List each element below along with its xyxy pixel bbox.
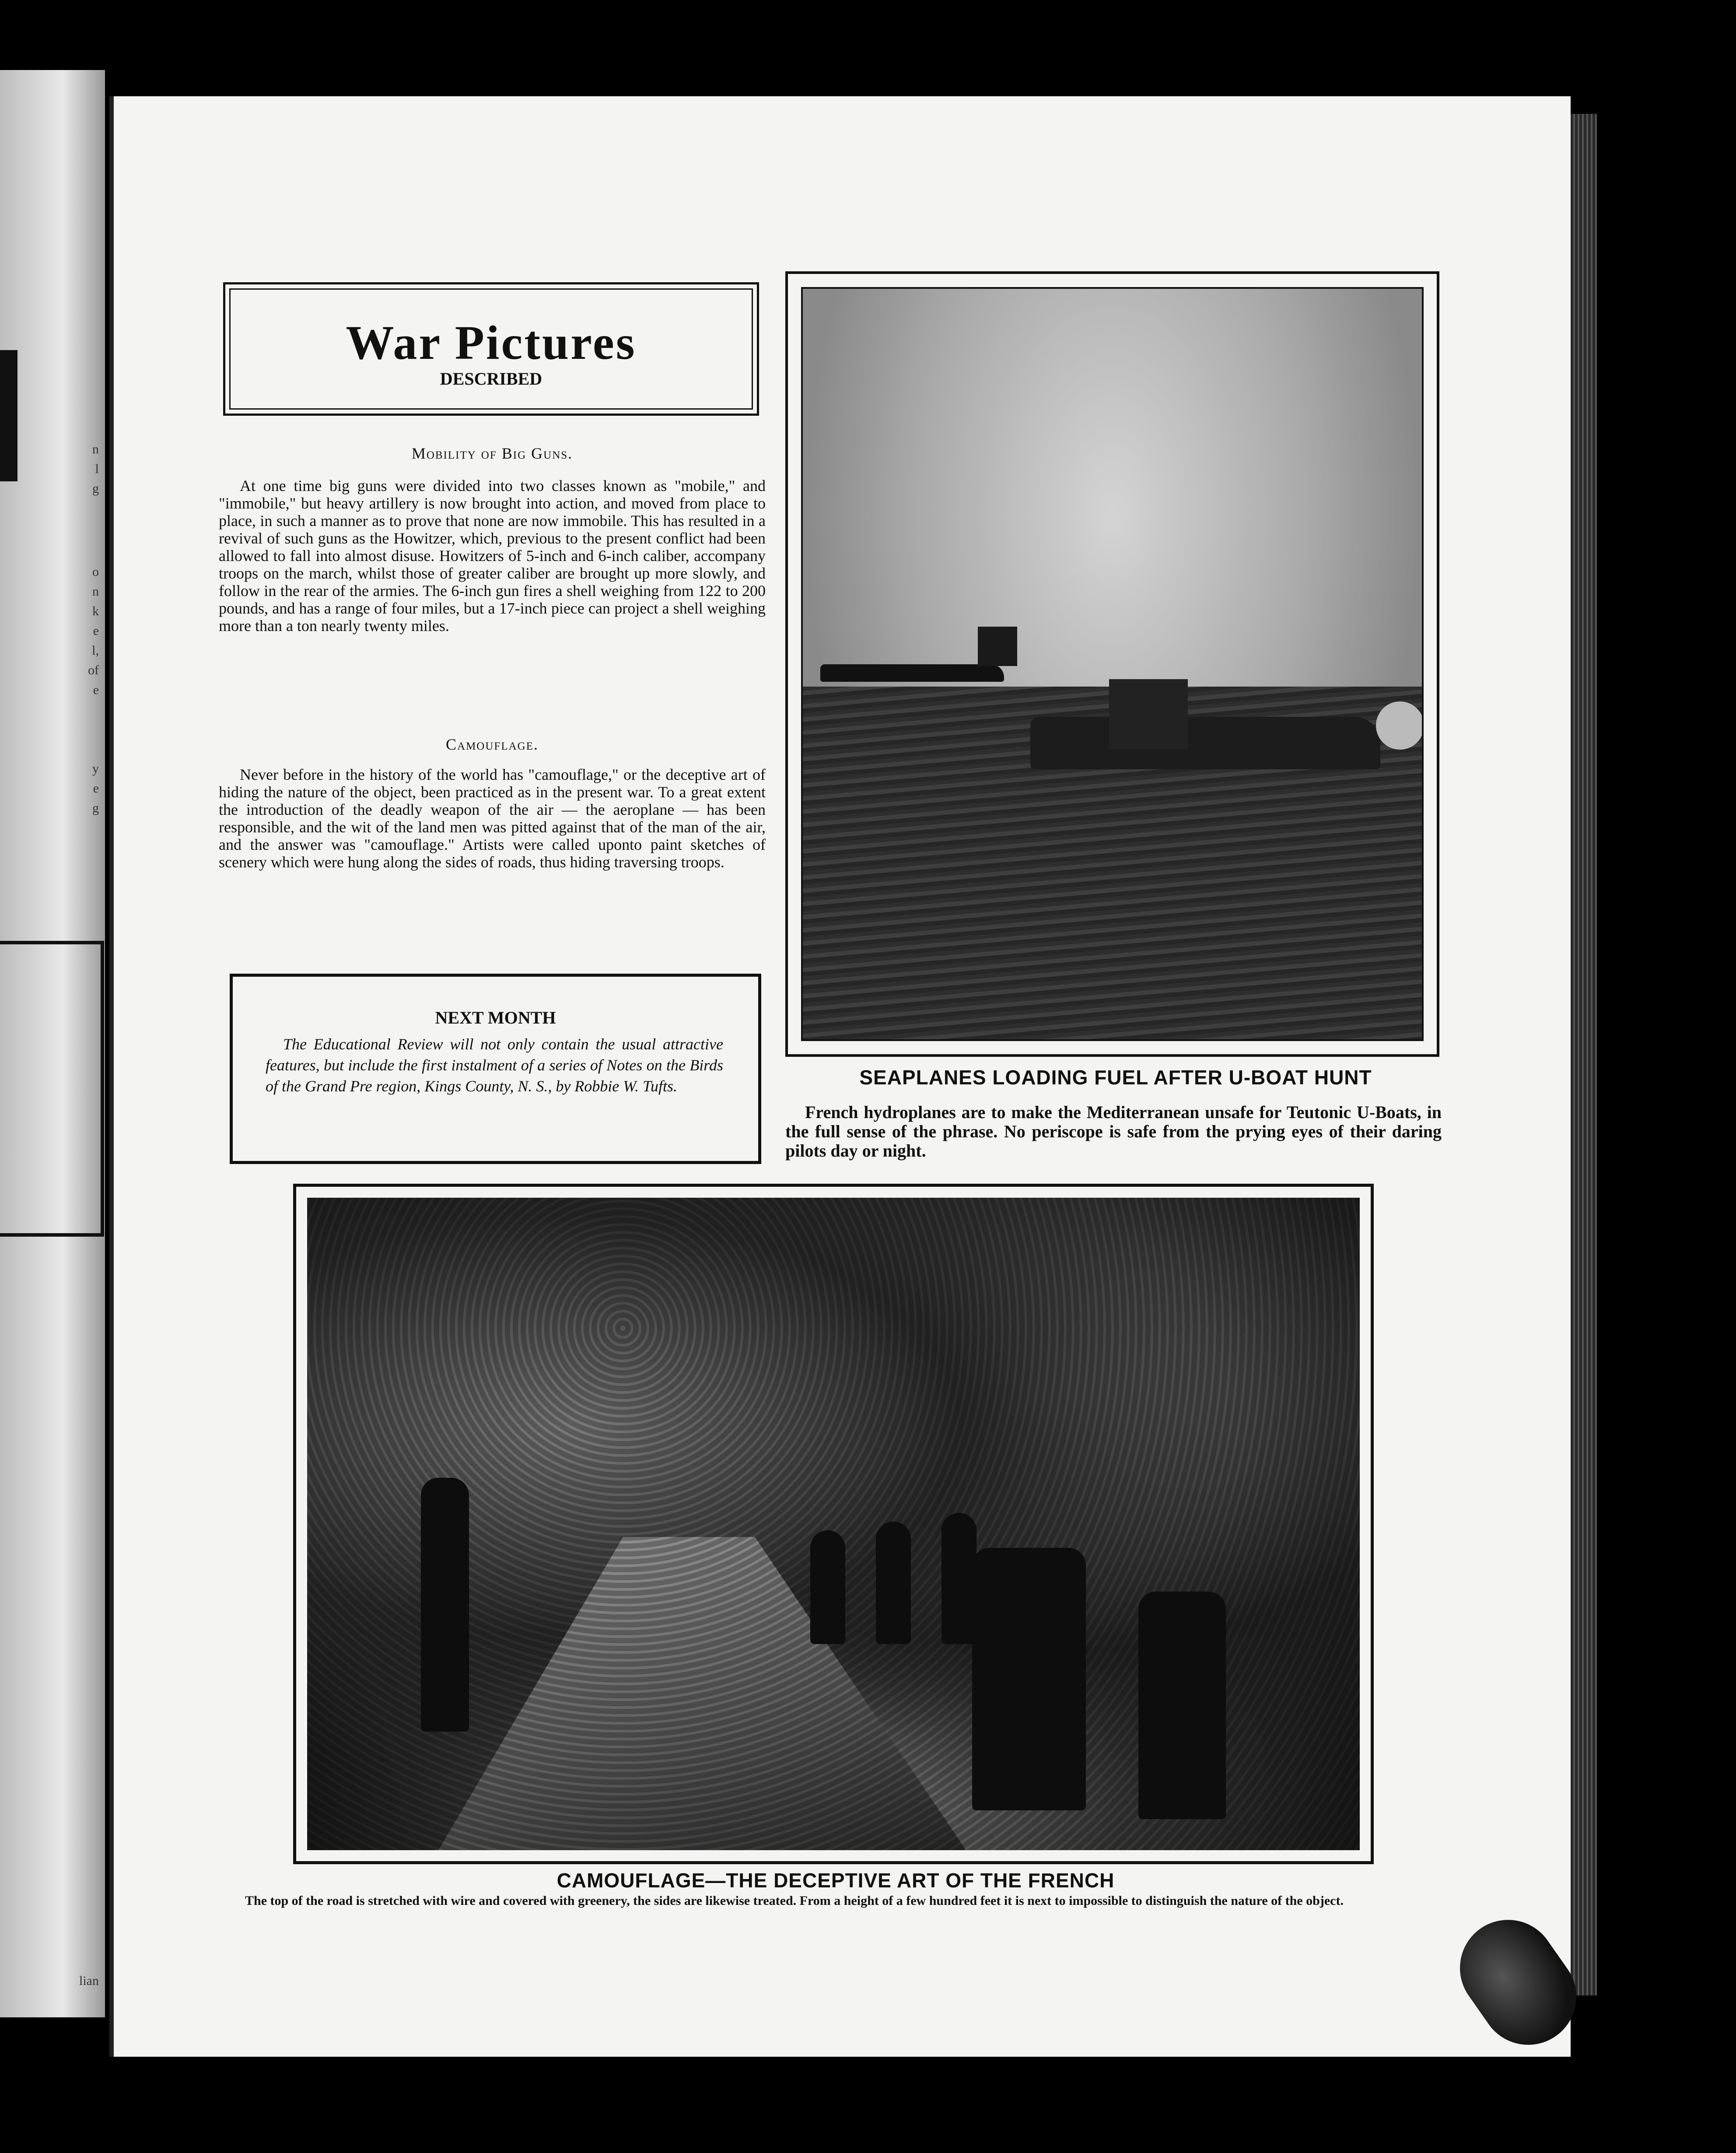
facing-page-box <box>0 941 104 1237</box>
camouflage-caption-text: The top of the road is stretched with wire and covered with greenery, the sides are likewise treated. From a height of a few hundred feet it is next to impossible to distinguish the nature of the object. <box>245 1894 1344 1908</box>
next-month-heading: NEXT MONTH <box>435 1008 556 1027</box>
facing-page-fragment: lian <box>79 1974 99 1988</box>
facing-page-fragment: of <box>88 663 99 677</box>
next-month-body: The Educational Review will not only contain the usual attractive features, but include the first instalment of a series of Notes on the Birds of the Grand Pre region, Kings County, N. S., by Robbie W. Tufts. <box>266 1035 723 1095</box>
seaplanes-caption-text: French hydroplanes are to make the Mediterranean unsafe for Teutonic U-Boats, in the full sense of the phrase. No periscope is safe from the prying eyes of their daring pilots day or night. <box>785 1102 1442 1161</box>
camouflage-photo-frame <box>293 1184 1374 1864</box>
soldier-figure <box>1138 1592 1226 1819</box>
page-title: War Pictures <box>346 316 637 369</box>
seaplane-hull <box>1030 717 1380 769</box>
page-edge <box>1571 114 1597 1995</box>
seaplanes-photo <box>801 287 1424 1041</box>
next-month-box <box>230 974 761 1164</box>
facing-page-fragment: n <box>92 442 99 456</box>
soldier-figure <box>972 1548 1086 1810</box>
soldier-figure <box>421 1478 469 1732</box>
facing-page <box>0 70 105 2017</box>
section-body-mobility: At one time big guns were divided into two classes known as "mobile," and "immobile," but heavy artillery is now brought into action, and moved from place to place, in such a manner as to prove that none are now immobile. This has resulted in a revival of such guns as the Howitzer, which, previous to the present conflict had been allowed to fall into almost disuse. Howitzers of 5-inch and 6-inch caliber, accompany troops on the march, whilst those of greater caliber are brought up more slowly, and follow in the rear of the armies. The 6-inch gun fires a shell weighing from 122 to 200 pounds, and has a range of four miles, but a 17-inch piece can project a shell weighing more than a ton nearly twenty miles. <box>219 477 766 635</box>
facing-page-fragment: e <box>93 683 99 697</box>
seaplanes-photo-frame <box>785 271 1439 1057</box>
soldier-figure <box>810 1530 845 1644</box>
facing-page-fragment: o <box>92 565 99 579</box>
facing-page-fragment: l <box>95 462 99 476</box>
seaplanes-caption-title: SEAPLANES LOADING FUEL AFTER U-BOAT HUNT <box>859 1066 1372 1089</box>
section-heading-mobility: Mobility of Big Guns. <box>411 445 573 462</box>
facing-page-fragment: n <box>92 584 99 599</box>
facing-page-fragment: l, <box>92 643 99 658</box>
page-subtitle: DESCRIBED <box>440 369 542 389</box>
facing-page-bar <box>0 350 18 481</box>
seaplane-cabin <box>1109 679 1188 749</box>
seaplane-propeller <box>1376 701 1424 750</box>
facing-page-fragment: e <box>93 781 99 796</box>
section-body-camouflage: Never before in the history of the world has "camouflage," or the deceptive art of hiding the nature of the object, been practiced as in the present war. To a great extent the introduction of the deadly weapon of the air — the aeroplane — has been responsible, and the wit of the land men was pitted against that of the man of the air, and the answer was "camouflage." Artists were called uponto paint sketches of scenery which were hung along the sides of roads, thus hiding traversing troops. <box>219 766 766 871</box>
soldier-figure <box>876 1522 911 1644</box>
submarine-tower <box>978 627 1017 666</box>
camouflage-caption-title: CAMOUFLAGE—THE DECEPTIVE ART OF THE FRENCH <box>556 1869 1115 1892</box>
facing-page-fragment: k <box>92 604 99 618</box>
boat-silhouette <box>820 664 1004 682</box>
title-box <box>223 282 759 416</box>
section-heading-camouflage: Camouflage. <box>446 736 539 753</box>
camouflage-photo <box>307 1198 1360 1850</box>
facing-page-fragment: e <box>93 624 99 638</box>
facing-page-fragment: y <box>92 761 99 776</box>
soldier-figure <box>942 1513 976 1644</box>
facing-page-fragment: g <box>92 801 99 815</box>
facing-page-fragment: g <box>92 481 99 496</box>
